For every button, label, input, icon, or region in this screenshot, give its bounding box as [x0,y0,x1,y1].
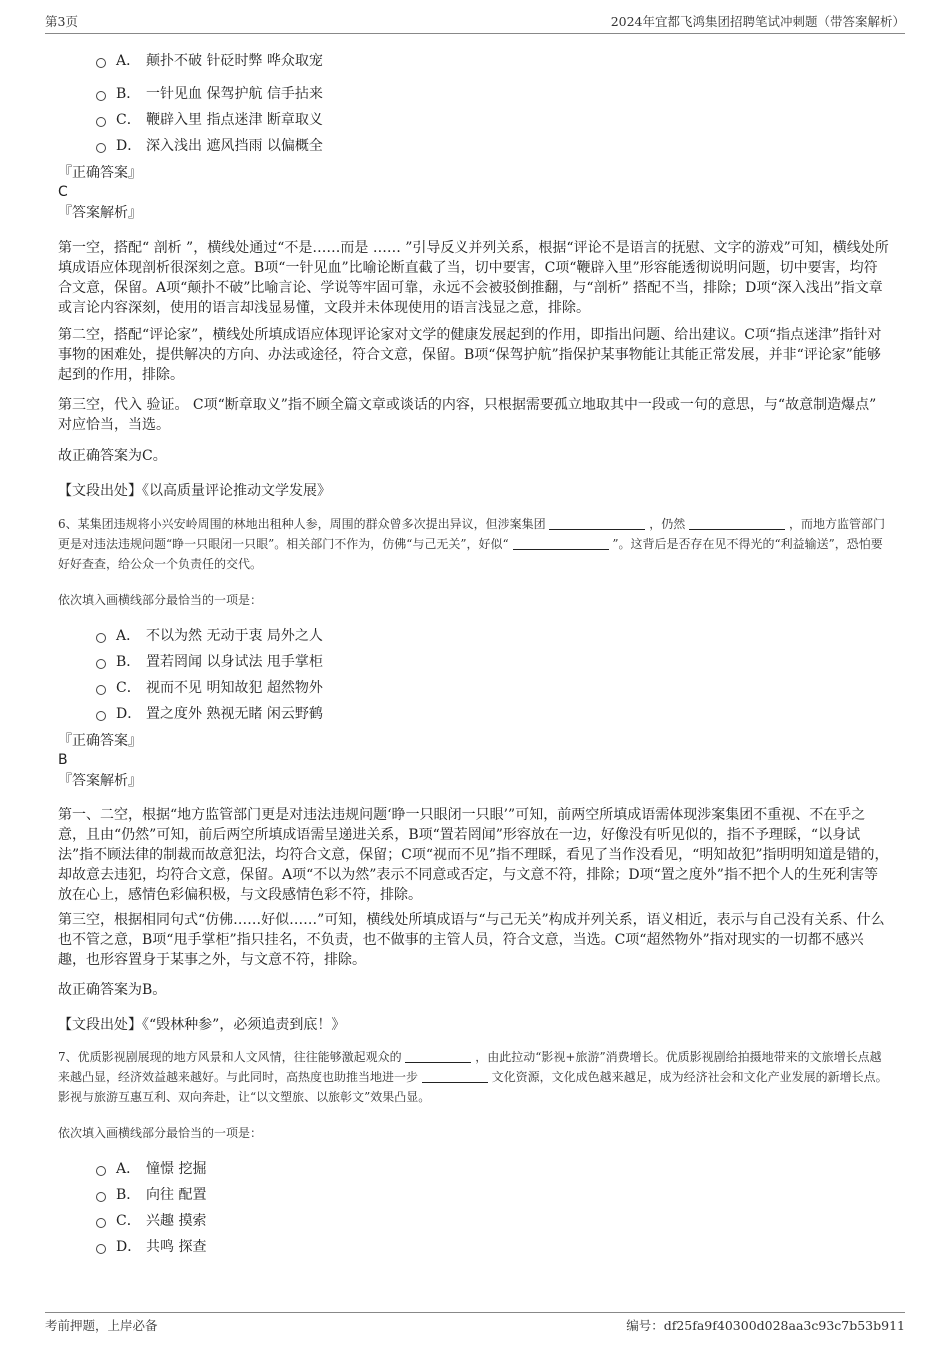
radio-icon[interactable] [96,91,106,101]
q5-option-d[interactable]: D． 深入浅出 遮风挡雨 以偏概全 [96,135,323,155]
q6-answer: B [58,752,68,768]
q7-option-a[interactable]: A． 憧憬 挖掘 [96,1158,206,1178]
q5-analysis-label: 『答案解析』 [58,205,142,221]
page-footer [45,1312,905,1334]
footer-slogan: 考前押题，上岸必备 [45,1318,158,1333]
q6-analysis-label: 『答案解析』 [58,773,142,789]
q5-analysis-para3: 第三空，代入 验证。 C项“断章取义”指不顾全篇文章或谈话的内容，只根据需要孤立地取其中一段或一句的意思，与“故意制造爆点” 对应恰当，当选。 [58,397,877,433]
page-header [45,12,905,34]
q6-analysis-para1: 第一、二空，根据“地方监管部门更是对违法违规问题‘睁一只眼闭一只眼’”可知，前两空所填成语需体现涉案集团不重视、不在乎之意，且由“仍然”可知，前后两空所填成语需呈递进关系，B项“置若罔闻”形容放在一边，好像没有听见似的，指不予理睬，“以身试法”指不顾法律的制裁而故意犯法，均符合文意，保留；C项“视而不见”指不理睬，看见了当作没看见，“明知故犯”指明明知道是错的，却故意去违犯，均符合文意，保留。A项“不以为然”表示不同意或否定，与文意不符，排除；D项“置之度外”指不把个人的生死利害等放在心上，感情色彩偏积极，与文段感情色彩不符，排除。 [58,807,889,903]
q6-analysis-para2: 第三空，根据相同句式“仿佛……好似……”可知，横线处所填成语与“与己无关”构成并列关系，语义相近，表示与自己没有关系、什么也不管之意，B项“甩手掌柜”指只挂名，不负责，也不做事的主管人员，符合文意，当选。C项“超然物外”指对现实的一切都不感兴趣，也形容置身于某事之外，与文意不符，排除。 [58,912,885,968]
q5-option-c[interactable]: C． 鞭辟入里 指点迷津 断章取义 [96,109,323,129]
answer-blank [422,1068,488,1083]
q6-option-d[interactable]: D． 置之度外 熟视无睹 闲云野鹤 [96,703,323,723]
q7-prompt: 依次填入画横线部分最恰当的一项是： [58,1126,263,1140]
q5-option-a[interactable]: A． 颠扑不破 针砭时弊 哗众取宠 [96,50,323,70]
radio-icon[interactable] [96,117,106,127]
q6-answer-label: 『正确答案』 [58,733,142,749]
answer-blank [513,535,609,550]
q6-option-a[interactable]: A． 不以为然 无动于衷 局外之人 [96,625,323,645]
document-id: 编号：df25fa9f40300d028aa3c93c7b53b911 [626,1318,905,1333]
radio-icon[interactable] [96,633,106,643]
answer-blank [549,515,645,530]
answer-blank [689,515,785,530]
radio-icon[interactable] [96,659,106,669]
q5-conclusion: 故正确答案为C。 [58,448,167,464]
radio-icon[interactable] [96,1244,106,1254]
q5-source: 【文段出处】《以高质量评论推动文学发展》 [58,483,331,499]
q7-option-c[interactable]: C． 兴趣 摸索 [96,1210,206,1230]
document-title: 2024年宜都飞鸿集团招聘笔试冲刺题（带答案解析） [610,14,905,29]
radio-icon[interactable] [96,143,106,153]
radio-icon[interactable] [96,58,106,68]
radio-icon[interactable] [96,1166,106,1176]
radio-icon[interactable] [96,711,106,721]
q6-option-b[interactable]: B． 置若罔闻 以身试法 甩手掌柜 [96,651,323,671]
radio-icon[interactable] [96,685,106,695]
answer-blank [405,1048,471,1063]
q6-option-c[interactable]: C． 视而不见 明知故犯 超然物外 [96,677,323,697]
q6-stem: 6、某集团违规将小兴安岭周围的林地出租种人参，周围的群众曾多次提出异议，但涉案集团 ，仍然 ，而地方监管部门更是对违法违规问题“睁一只眼闭一只眼”。相关部门不作为，仿佛“与己无关”，好似“ ”。这背后是否存在见不得光的“利益输送”，恐怕要好好查查，给公众一个负责任的交代。 [58,517,885,571]
radio-icon[interactable] [96,1192,106,1202]
q5-analysis-para1: 第一空，搭配“ 剖析 ”，横线处通过“不是……而是 …… ”引导反义并列关系，根据“评论不是语言的抚慰、文字的游戏”可知，横线处所填成语应体现剖析很深刻之意。B项“一针见血”比喻论断直截了当，切中要害，C项“鞭辟入里”形容能透彻说明问题，切中要害，均符合文意，保留。A项“颠扑不破”比喻言论、学说等牢固可靠，永远不会被驳倒推翻，与“剖析” 搭配不当，排除；D项“深入浅出”指文章或言论内容深刻，使用的语言却浅显易懂，文段并未体现使用的语言浅显之意，排除。 [58,240,889,316]
page-number: 第3页 [45,14,78,29]
q6-conclusion: 故正确答案为B。 [58,982,167,998]
q6-source: 【文段出处】《“毁林种参”，必须追责到底！》 [58,1017,346,1033]
q5-option-b[interactable]: B． 一针见血 保驾护航 信手拈来 [96,83,323,103]
radio-icon[interactable] [96,1218,106,1228]
q7-option-b[interactable]: B． 向往 配置 [96,1184,206,1204]
q5-analysis-para2: 第二空，搭配“评论家”，横线处所填成语应体现评论家对文学的健康发展起到的作用，即指出问题、给出建议。C项“指点迷津”指针对事物的困难处，提供解决的方向、办法或途径，符合文意，保留。B项“保驾护航”指保护某事物能让其能正常发展，并非“评论家”能够起到的作用，排除。 [58,327,882,383]
q5-answer-label: 『正确答案』 [58,165,142,181]
q7-option-d[interactable]: D． 共鸣 探查 [96,1236,206,1256]
q6-prompt: 依次填入画横线部分最恰当的一项是： [58,593,263,607]
q5-answer: C [58,184,68,200]
q7-stem: 7、优质影视剧展现的地方风景和人文风情，往往能够激起观众的 ，由此拉动“影视+旅游”消费增长。优质影视剧给拍摄地带来的文旅增长点越来越凸显，经济效益越来越好。与此同时，高热度也助推当地进一步 文化资源，文化成色越来越足，成为经济社会和文化产业发展的新增长点。影视与旅游互惠互利、双向奔赴，让“以文塑旅、以旅彰文”效果凸显。 [58,1050,888,1104]
